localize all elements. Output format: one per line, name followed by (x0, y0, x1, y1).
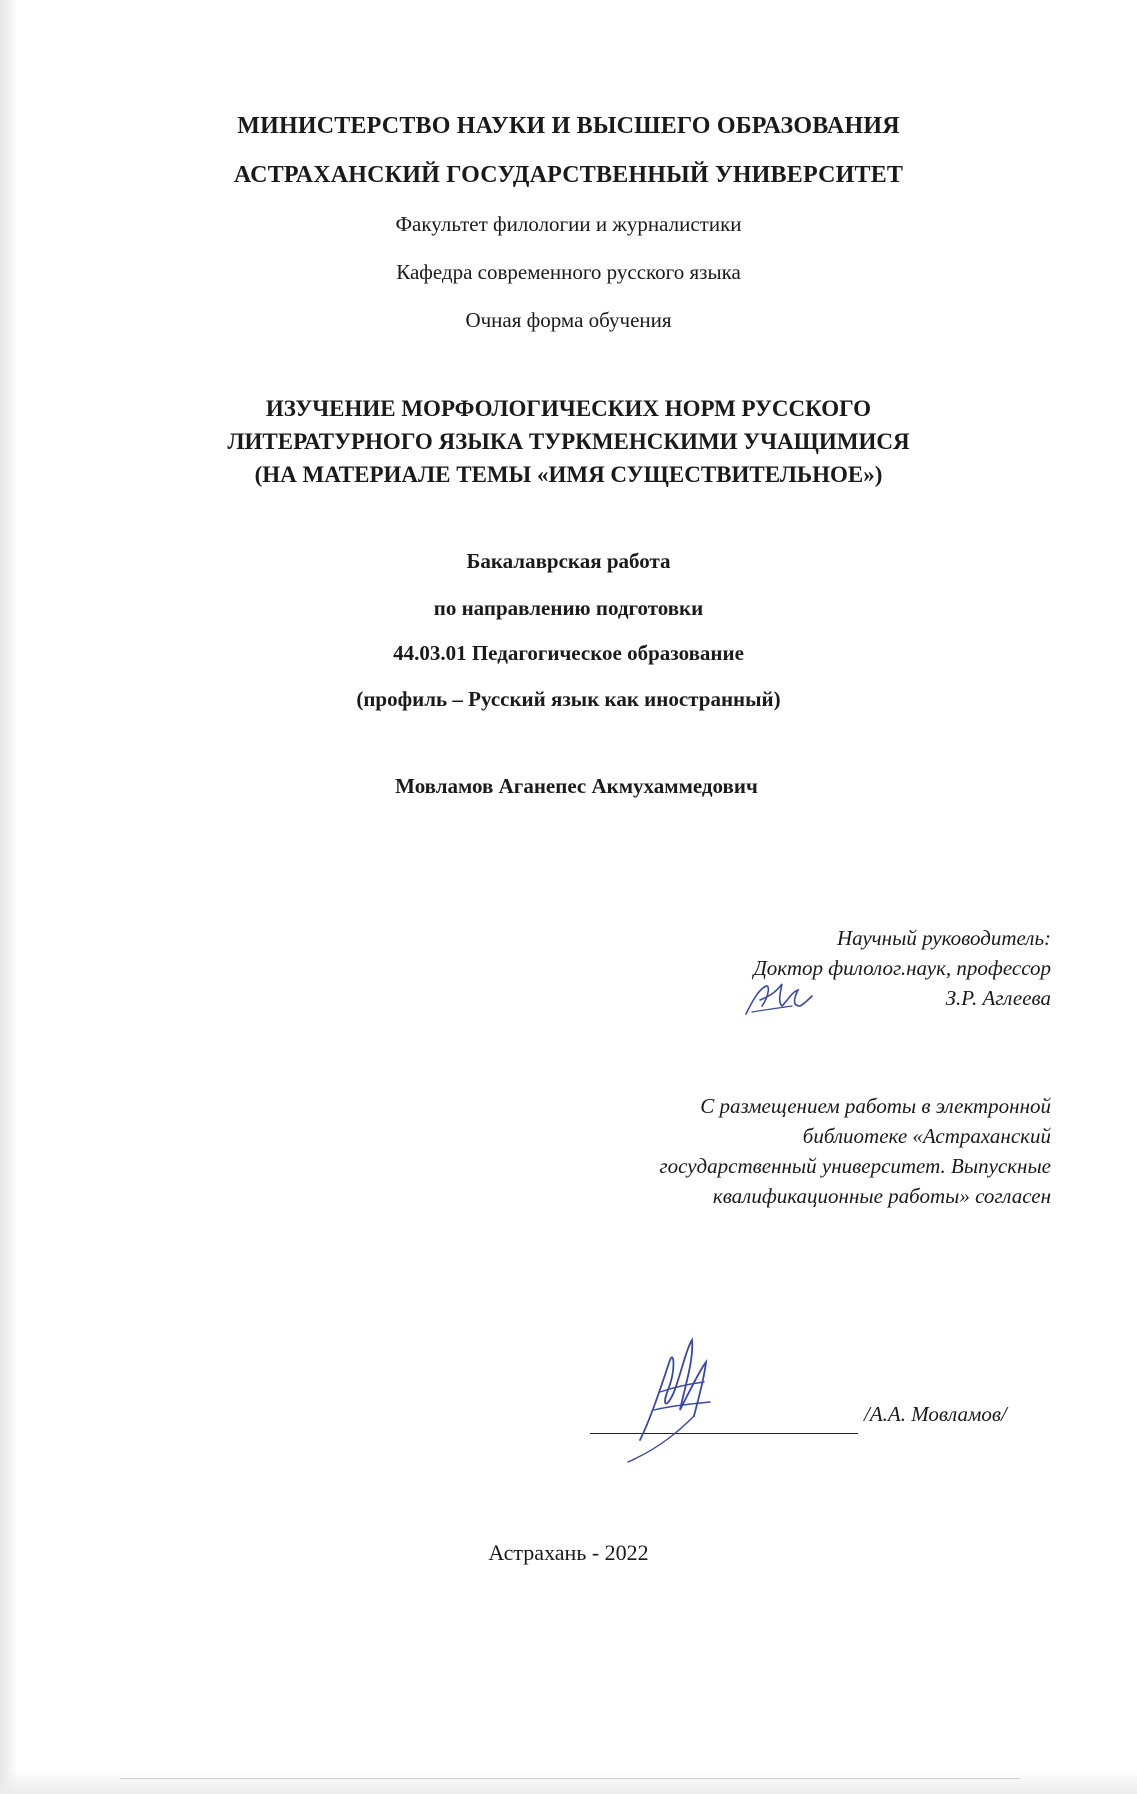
university-heading: АСТРАХАНСКИЙ ГОСУДАРСТВЕННЫЙ УНИВЕРСИТЕТ (233, 162, 904, 188)
supervisor-label: Научный руководитель: (836, 926, 1051, 950)
thesis-title (0, 392, 1137, 491)
consent-block (659, 1091, 1051, 1211)
scan-edge-line (120, 1778, 1020, 1779)
supervisor-name: З.Р. Аглеева (945, 986, 1051, 1010)
department-line: Кафедра современного русского языка (396, 260, 741, 284)
supervisor-degree: Доктор филолог.наук, профессор (753, 956, 1051, 980)
direction-code: 44.03.01 Педагогическое образование (393, 641, 744, 665)
author-signature-name: /А.А. Мовламов/ (864, 1402, 1007, 1426)
consent-line-1: С размещением работы в электронной (700, 1094, 1051, 1118)
thesis-title-line-1: ИЗУЧЕНИЕ МОРФОЛОГИЧЕСКИХ НОРМ РУССКОГО (265, 396, 872, 421)
scan-shadow-bottom (0, 1770, 1137, 1794)
thesis-title-line-3: (НА МАТЕРИАЛЕ ТЕМЫ «ИМЯ СУЩЕСТВИТЕЛЬНОЕ») (254, 462, 883, 487)
consent-line-2: библиотеке «Астраханский (802, 1124, 1051, 1148)
thesis-title-line-2: ЛИТЕРАТУРНОГО ЯЗЫКА ТУРКМЕНСКИМИ УЧАЩИМИСЯ (227, 429, 910, 454)
city-year: Астрахань - 2022 (488, 1540, 649, 1565)
study-form-line: Очная форма обучения (465, 308, 672, 332)
author-name: Мовламов Аганепес Акмухаммедович (395, 774, 758, 798)
consent-line-3: государственный университет. Выпускные (659, 1154, 1051, 1178)
supervisor-signature (742, 976, 816, 1022)
author-signature (610, 1320, 730, 1470)
work-type: Бакалаврская работа (466, 549, 671, 573)
direction-label: по направлению подготовки (433, 596, 704, 620)
faculty-line: Факультет филологии и журналистики (395, 212, 742, 236)
ministry-heading: МИНИСТЕРСТВО НАУКИ И ВЫСШЕГО ОБРАЗОВАНИЯ (237, 113, 900, 139)
profile-line: (профиль – Русский язык как иностранный) (356, 687, 781, 711)
consent-line-4: квалификационные работы» согласен (712, 1184, 1051, 1208)
